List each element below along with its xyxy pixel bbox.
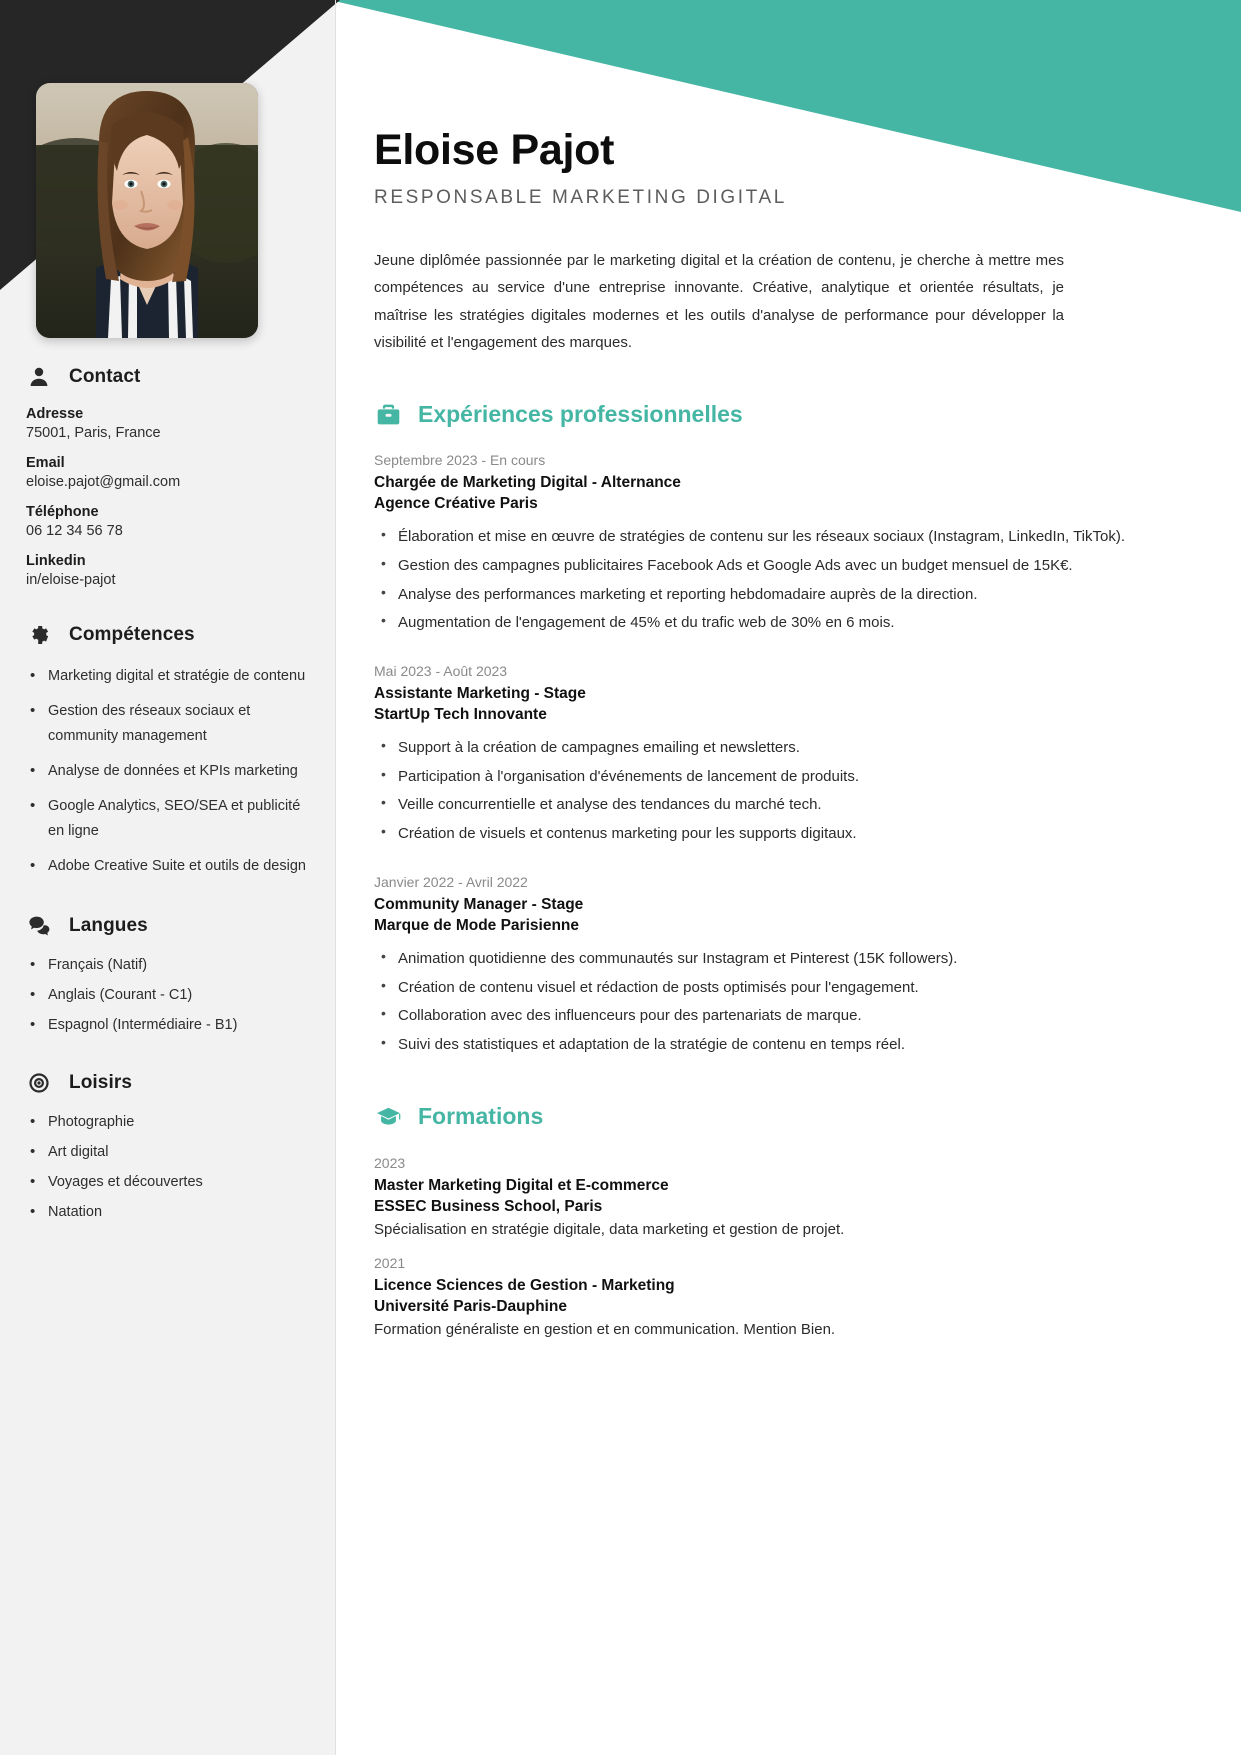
contact-heading-label: Contact (69, 366, 141, 387)
entry-title: Community Manager - Stage (374, 895, 584, 913)
entry-bullets (374, 524, 1179, 637)
skills-section (26, 622, 309, 879)
target-icon (26, 1070, 52, 1096)
job-role-subtitle: RESPONSABLE MARKETING DIGITAL (374, 187, 787, 209)
contact-field-email (26, 455, 309, 490)
list-item: • Animation quotidienne des communautés sur Instagram et Pinterest (15K followers). (374, 946, 1179, 973)
main-content (336, 0, 1241, 1755)
list-item: • Suivi des statistiques et adaptation de la stratégie de contenu en temps réel. (374, 1032, 1179, 1059)
experience-entry (374, 663, 1179, 848)
portrait-photo (36, 83, 258, 338)
entry-title: Master Marketing Digital et E-commerce (374, 1176, 669, 1194)
chat-bubbles-icon (26, 913, 52, 939)
experience-heading-label: Expériences professionnelles (418, 400, 743, 427)
contact-value[interactable]: eloise.pajot@gmail.com (26, 474, 181, 490)
entry-organization: Agence Créative Paris (374, 495, 538, 513)
entry-organization: Marque de Mode Parisienne (374, 916, 579, 934)
contact-label: Email (26, 455, 65, 471)
list-item: • Espagnol (Intermédiaire - B1) (26, 1015, 309, 1036)
hobbies-heading (26, 1070, 309, 1096)
list-item: • Gestion des campagnes publicitaires Facebook Ads et Google Ads avec un budget mensuel de 15K€. (374, 553, 1179, 580)
list-item: • Analyse des performances marketing et reporting hebdomadaire auprès de la direction. (374, 582, 1179, 609)
entry-date: Janvier 2022 - Avril 2022 (374, 873, 528, 890)
person-icon (26, 364, 52, 390)
education-heading-label: Formations (418, 1103, 544, 1130)
list-item: • Gestion des réseaux sociaux et community management (26, 699, 309, 749)
graduation-cap-icon (374, 1103, 402, 1131)
list-item: • Support à la création de campagnes emailing et newsletters. (374, 735, 1179, 762)
list-item: • Google Analytics, SEO/SEA et publicité en ligne (26, 794, 309, 844)
contact-heading (26, 364, 309, 390)
avatar (36, 83, 258, 338)
education-entry (374, 1255, 1179, 1341)
list-item: • Veille concurrentielle et analyse des tendances du marché tech. (374, 792, 1179, 819)
contact-field-linkedin (26, 553, 309, 588)
entry-date: Septembre 2023 - En cours (374, 452, 546, 469)
list-item: • Création de visuels et contenus marketing pour les supports digitaux. (374, 821, 1179, 848)
hobbies-section (26, 1070, 309, 1223)
contact-field-telephone (26, 504, 309, 539)
list-item: • Marketing digital et stratégie de contenu (26, 664, 309, 689)
list-item: • Analyse de données et KPIs marketing (26, 759, 309, 784)
experience-entry (374, 452, 1179, 637)
list-item: • Natation (26, 1202, 309, 1223)
experience-heading (374, 400, 1179, 428)
hobbies-heading-label: Loisirs (69, 1071, 132, 1093)
languages-heading-label: Langues (69, 914, 148, 936)
list-item: • Anglais (Courant - C1) (26, 985, 309, 1006)
languages-list (26, 955, 309, 1036)
list-item: • Français (Natif) (26, 955, 309, 976)
list-item: • Adobe Creative Suite et outils de design (26, 854, 309, 879)
skills-heading (26, 622, 309, 648)
list-item: • Augmentation de l'engagement de 45% et du trafic web de 30% en 6 mois. (374, 610, 1179, 637)
contact-label: Linkedin (26, 553, 86, 569)
skills-heading-label: Compétences (69, 624, 195, 645)
entry-title: Chargée de Marketing Digital - Alternance (374, 474, 681, 492)
briefcase-icon (374, 400, 402, 428)
entry-organization: ESSEC Business School, Paris (374, 1197, 603, 1215)
entry-description: Spécialisation en stratégie digitale, data marketing et gestion de projet. (374, 1220, 845, 1238)
entry-date: Mai 2023 - Août 2023 (374, 663, 508, 680)
page-title: Eloise Pajot (374, 126, 615, 174)
contact-field-adresse (26, 406, 309, 441)
entry-description: Formation généraliste en gestion et en communication. Mention Bien. (374, 1320, 836, 1338)
contact-label: Adresse (26, 406, 84, 422)
list-item: • Création de contenu visuel et rédaction de posts optimisés pour l'engagement. (374, 975, 1179, 1002)
entry-organization: StartUp Tech Innovante (374, 706, 547, 724)
gear-icon (26, 622, 52, 648)
skills-list (26, 664, 309, 879)
entry-bullets (374, 735, 1179, 848)
list-item: • Voyages et découvertes (26, 1172, 309, 1193)
experience-section (374, 400, 1179, 1058)
contact-value: 06 12 34 56 78 (26, 523, 123, 539)
contact-value[interactable]: in/eloise-pajot (26, 572, 116, 588)
list-item: • Photographie (26, 1112, 309, 1133)
contact-value: 75001, Paris, France (26, 425, 161, 441)
languages-heading (26, 913, 309, 939)
list-item: • Participation à l'organisation d'événements de lancement de produits. (374, 764, 1179, 791)
contact-label: Téléphone (26, 504, 99, 520)
languages-section (26, 913, 309, 1036)
education-section (374, 1103, 1179, 1342)
entry-date: 2021 (374, 1254, 406, 1271)
list-item: • Art digital (26, 1142, 309, 1163)
hobbies-list (26, 1112, 309, 1223)
list-item: • Élaboration et mise en œuvre de stratégies de contenu sur les réseaux sociaux (Instagram, LinkedIn, TikTok). (374, 524, 1179, 551)
entry-date: 2023 (374, 1154, 406, 1171)
list-item: • Collaboration avec des influenceurs pour des partenariats de marque. (374, 1003, 1179, 1030)
profile-summary: Jeune diplômée passionnée par le marketing digital et la création de contenu, je cherche à mettre mes compétences au service d'une entreprise innovante. Créative, analytique et orientée résultats, je maîtrise les stratégies digitales modernes et les outils d'analyse de performance pour développer la visibilité et l'engagement des marques. (374, 252, 1064, 352)
entry-title: Licence Sciences de Gestion - Marketing (374, 1276, 675, 1294)
experience-entry (374, 874, 1179, 1059)
entry-bullets (374, 946, 1179, 1059)
entry-title: Assistante Marketing - Stage (374, 685, 586, 703)
education-entry (374, 1155, 1179, 1241)
entry-organization: Université Paris-Dauphine (374, 1297, 567, 1315)
sidebar-divider (335, 0, 336, 1755)
education-heading (374, 1103, 1179, 1131)
